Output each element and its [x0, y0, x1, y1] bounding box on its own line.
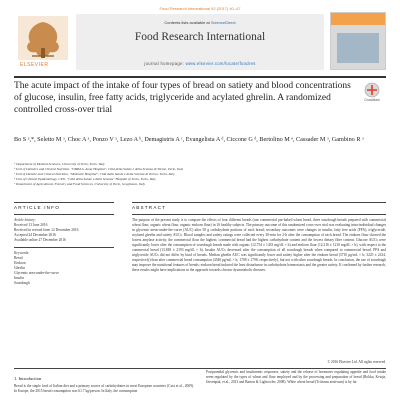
affiliation-item: ᵉ Department of Agricultural, Forestry and Food Sciences, University of Turin, Grugliasco, Italy [14, 182, 146, 186]
header-divider [14, 76, 386, 78]
keyword-item: Insulin [14, 275, 24, 280]
publisher-wordmark: ELSEVIER [20, 62, 49, 68]
article-title: The acute impact of the intake of four types of bread on satiety and blood concentrations of glucose, insulin, free fatty acids, triglyceride and acylated ghrelin. A randomized controlled cross-over trial [14, 81, 351, 115]
history-label: Article history: [14, 218, 36, 222]
contents-line [76, 20, 324, 25]
affiliation-item: ᶜ Unit of Dietetic and Clinical Nutrition, "Molinette Hospital", Città della Salute e della Scienza di Torino, Turin, Italy [14, 172, 175, 176]
affiliation-list [14, 162, 386, 187]
crossmark-label: CrossMark [364, 98, 380, 102]
journal-header [14, 12, 386, 72]
journal-title: Food Research International [134, 31, 266, 43]
sciencedirect-link[interactable]: ScienceDirect [210, 20, 236, 25]
keyword-item: Sourdough [14, 280, 30, 285]
cover-band [331, 13, 385, 25]
introduction-heading: 1. Introduction [14, 376, 42, 381]
info-top-rule [14, 202, 114, 203]
keywords-rule [14, 247, 114, 248]
abstract-heading: ABSTRACT [132, 205, 167, 210]
keyword-item: Bread [14, 255, 23, 260]
introduction-right-column: Postprandial glycemic and insulinemic responses, satiety and the release of hormones regulating appetite and food intake seem regulated by the types of wheat and flour employed and by the processing and preparation of bread (Rokka, Ketoja, Järvenpää, et al., 2013 and Barton & Lightowler, 2008). White wheat bread (Triticum aestivum) is by far [206, 370, 386, 384]
abstract-mid-rule [132, 214, 386, 215]
affiliation-item: ᵃ Department of Medical Sciences, University of Turin, Turin, Italy [14, 162, 105, 166]
abstract-top-rule [132, 202, 386, 203]
keyword-item: Einkorn [14, 260, 26, 265]
copyright-notice: © 2016 Elsevier Ltd. All rights reserved. [327, 360, 386, 364]
history-item: Available online 27 December 2016 [14, 238, 66, 242]
info-mid-rule [14, 214, 114, 215]
affiliation-item: ᵈ Unit of Clinical Epidemiology, CPO, "Città della Salute e della Scienza" Hospital of Turin, Turin, Italy [14, 177, 156, 181]
history-item: Received in revised form 12 December 2016 [14, 228, 79, 232]
abstract-body: The purpose of the present study is to compare the effects of four different breads (one commercial par-baked wheat bread, three sourdough breads prepared with commercial wheat flour, organic wheat flour, organic einkorn flour) in 16 healthy subjects. The primary outcome of this randomized cross-over trial was evaluating intra-individual changes in glycemic areas-under-the-curve (AUC) after 50 g carbohydrate portions of each bread; secondary outcomes were changes in insulin, fatty free acids (FFA), triglyceride, acylated ghrelin and satiety AUCs. Blood samples and satiety ratings were collected every 30-min for 2-h after the consumption of each bread. The einkorn flour showed the lowest amylase activity, the commercial flour the highest; commercial bread had the highest carbohydrate content and the lowest dietary fiber content. Glucose AUCs were significantly lower after the consumption of sourdough breads made with organic (12,754 ± 1433 mg/dL × h) and einkorn flour (12,216 ± 1210 mg/dL × h), with respect to the commercial bread (13,849 ± 2193 mg/dL × h). Insulin AUCs decreased after the consumption of all sourdough breads when compared to commercial bread. FFA and triglyceride AUCs did not differ by kind of breads. Median ghrelin AUC was significantly lower and satiety higher after the einkorn bread (3710 pg/mL × h; 3225 ± 2414, respectively) than after commercial bread consumption (4540 pg/mL × h; 1708 ± 1798, respectively), but not with other sourdough breads. In conclusion, the use of sourdough may improve the nutritional features of breads; einkorn bread induced the least disturbance in carbohydrate homeostasis and the greater satiety. If confirmed by further research, these results might have implications in the approach towards chronic dysmetabolic diseases. [132, 218, 386, 272]
author-list: Bo S ᵃ,*, Seletto M ᵃ, Choc A ᵃ, Ponzo V ᵃ, Lezo A ᵇ, Demagistris A ᶜ, Evangelista A ᵈ, Ciccone G ᵈ, Bertolino M ᵉ, Cassader M ᵃ, Gambino R ᵃ [14, 136, 364, 143]
crossmark-icon[interactable] [360, 82, 384, 98]
history-item: Accepted 24 December 2016 [14, 233, 56, 237]
journal-homepage-link[interactable]: www.elsevier.com/locate/foodres [185, 61, 256, 66]
journal-info-box [76, 14, 324, 70]
journal-cover-thumbnail [330, 12, 386, 70]
homepage-prefix: journal homepage: [144, 61, 185, 66]
affiliation-item: ᵇ Unit of Dietetics and Clinical Nutrition, "OIRM-S. Anna Hospital", Città della Salute e della Scienza di Torino, Turin, Italy [14, 167, 184, 171]
article-info-column [14, 218, 114, 286]
keyword-item: Glycemic area-under-the-curve [14, 270, 59, 275]
keyword-item: Ghrelin [14, 265, 25, 270]
article-info-heading: ARTICLE INFO [14, 205, 60, 210]
cover-image [337, 33, 379, 63]
journal-citation-line: Food Research International 92 (2017) 40–47 [159, 6, 241, 11]
journal-homepage-line [76, 61, 324, 66]
keywords-label: Keywords: [14, 250, 30, 255]
introduction-left-column: Bread is the staple food of Italian diet and a primary source of carbohydrates in most European countries (Cust et al., 2009). In Europe, the 2015 bread consumption was 61.7 kg/person. In Italy, the consumption [14, 384, 194, 393]
contents-prefix: Contents lists available at [164, 20, 210, 25]
history-item: Received 13 June 2016 [14, 223, 48, 227]
abstract-bottom-rule [14, 368, 386, 369]
